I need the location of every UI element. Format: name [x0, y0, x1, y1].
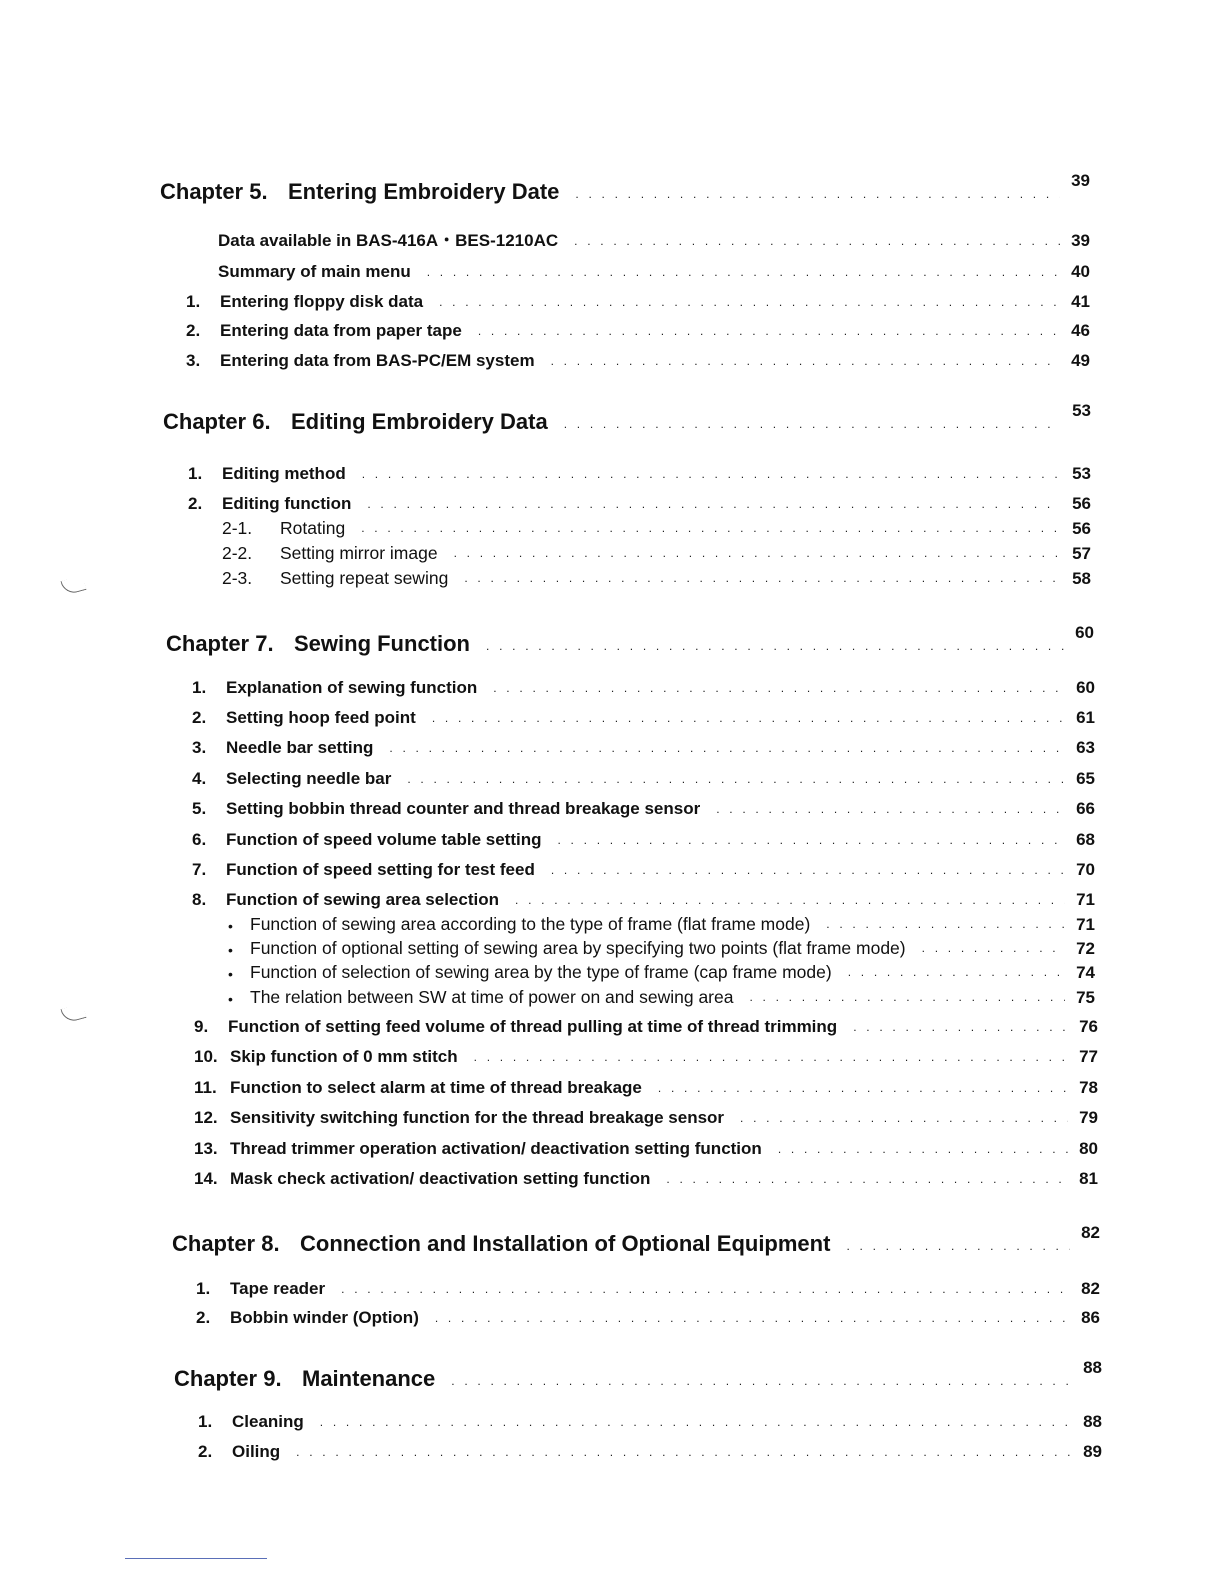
entry-number: 2-1.	[222, 518, 253, 538]
binding-mark	[60, 1003, 86, 1023]
entry-title: Editing method	[222, 464, 346, 483]
entry-title: Needle bar setting	[226, 738, 374, 757]
page-number: 60	[1075, 623, 1094, 642]
entry-number: 2.	[192, 708, 207, 727]
page-number: 71	[1076, 914, 1095, 934]
leader-dots	[778, 1143, 1068, 1156]
entry-title: Function to select alarm at time of thread breakage	[230, 1078, 642, 1097]
toc-subentry[interactable]	[222, 519, 1091, 538]
entry-number: 3.	[192, 738, 207, 757]
toc-entry[interactable]	[194, 1140, 1098, 1159]
page-number: 71	[1076, 890, 1095, 909]
toc-entry[interactable]	[192, 861, 1095, 880]
entry-number: 2.	[196, 1308, 211, 1327]
leader-dots	[551, 864, 1065, 877]
page-number: 60	[1076, 678, 1095, 697]
entry-title: Function of setting feed volume of thread pulling at time of thread trimming	[228, 1017, 838, 1036]
entry-number: 3.	[186, 351, 201, 370]
entry-title: Bobbin winder (Option)	[230, 1308, 419, 1327]
toc-entry[interactable]	[192, 891, 1095, 910]
entry-number: 6.	[192, 830, 207, 849]
leader-dots	[432, 712, 1065, 725]
entry-number: 2.	[188, 494, 203, 513]
leader-dots	[740, 1112, 1068, 1125]
entry-number: 1.	[198, 1412, 213, 1431]
leader-dots	[846, 1240, 1070, 1253]
entry-title: Rotating	[280, 518, 346, 538]
toc-bullet-entry[interactable]	[228, 939, 1095, 958]
toc-entry[interactable]	[192, 800, 1095, 819]
entry-title: Selecting needle bar	[226, 769, 392, 788]
chapter-6-heading[interactable]	[163, 401, 1091, 434]
page-number: 82	[1081, 1223, 1100, 1242]
leader-dots	[389, 742, 1065, 755]
entry-number: 4.	[192, 769, 207, 788]
entry-number: 8.	[192, 890, 207, 909]
entry-number: 7.	[192, 860, 207, 879]
bullet-icon: •	[228, 941, 233, 958]
toc-entry[interactable]	[186, 322, 1090, 341]
entry-number: 1.	[196, 1279, 211, 1298]
page-number: 75	[1076, 987, 1095, 1007]
chapter-number: Chapter 9.	[174, 1366, 282, 1391]
page-number: 78	[1079, 1078, 1098, 1097]
entry-title: Entering data from BAS-PC/EM system	[220, 351, 535, 370]
page-number: 40	[1071, 262, 1090, 281]
leader-dots	[454, 547, 1061, 560]
entry-number: 2.	[198, 1442, 213, 1461]
page-number: 76	[1079, 1017, 1098, 1036]
page-number: 56	[1072, 518, 1091, 538]
toc-entry[interactable]	[218, 263, 1090, 282]
chapter-5-heading[interactable]	[160, 171, 1090, 204]
footer-rule	[125, 1558, 267, 1559]
page-number: 65	[1076, 769, 1095, 788]
page-number: 57	[1072, 543, 1091, 563]
entry-title: Setting mirror image	[280, 543, 438, 563]
entry-title: Function of speed volume table setting	[226, 830, 542, 849]
entry-title: Setting bobbin thread counter and thread breakage sensor	[226, 799, 701, 818]
leader-dots	[666, 1173, 1068, 1186]
entry-title: Function of speed setting for test feed	[226, 860, 535, 879]
entry-title: Editing function	[222, 494, 352, 513]
leader-dots	[853, 1021, 1068, 1034]
toc-entry[interactable]	[196, 1280, 1100, 1299]
bullet-icon: •	[228, 965, 233, 982]
page-number: 41	[1071, 292, 1090, 311]
page-number: 53	[1072, 401, 1091, 420]
chapter-title: Connection and Installation of Optional Equipment	[300, 1231, 831, 1256]
leader-dots	[407, 773, 1065, 786]
toc-entry[interactable]	[188, 495, 1091, 514]
leader-dots	[367, 498, 1061, 511]
entry-number: 1.	[188, 464, 203, 483]
page-number: 46	[1071, 321, 1090, 340]
entry-title: Skip function of 0 mm stitch	[230, 1047, 458, 1066]
toc-entry[interactable]	[186, 352, 1090, 371]
entry-number: 12.	[194, 1108, 218, 1127]
leader-dots	[848, 966, 1065, 979]
entry-title: Function of selection of sewing area by the type of frame (cap frame mode)	[250, 962, 832, 982]
toc-entry[interactable]	[196, 1309, 1100, 1328]
chapter-title: Maintenance	[302, 1366, 436, 1391]
page-number: 72	[1076, 938, 1095, 958]
entry-title: Oiling	[232, 1442, 281, 1461]
page-number: 66	[1076, 799, 1095, 818]
page-number: 63	[1076, 738, 1095, 757]
leader-dots	[451, 1375, 1072, 1388]
entry-number: 5.	[192, 799, 207, 818]
page-number: 88	[1083, 1358, 1102, 1377]
leader-dots	[493, 682, 1065, 695]
leader-dots	[551, 355, 1060, 368]
chapter-title: Entering Embroidery Date	[288, 179, 560, 204]
leader-dots	[922, 942, 1065, 955]
toc-entry[interactable]	[192, 679, 1095, 698]
entry-title: Setting hoop feed point	[226, 708, 416, 727]
toc-subentry[interactable]	[222, 569, 1091, 588]
entry-number: 1.	[186, 292, 201, 311]
chapter-title: Sewing Function	[294, 631, 470, 656]
toc-entry[interactable]	[194, 1170, 1098, 1189]
chapter-8-heading[interactable]	[172, 1223, 1100, 1256]
leader-dots	[439, 296, 1060, 309]
page-number: 86	[1081, 1308, 1100, 1327]
leader-dots	[362, 468, 1061, 481]
entry-title: The relation between SW at time of power on and sewing area	[250, 987, 734, 1007]
entry-number: 1.	[192, 678, 207, 697]
entry-title: Setting repeat sewing	[280, 568, 449, 588]
leader-dots	[361, 522, 1061, 535]
chapter-number: Chapter 5.	[160, 179, 268, 204]
leader-dots	[296, 1446, 1072, 1459]
toc-bullet-entry[interactable]	[228, 963, 1095, 982]
entry-title: Entering data from paper tape	[220, 321, 462, 340]
leader-dots	[427, 266, 1060, 279]
page-number: 68	[1076, 830, 1095, 849]
entry-title: Tape reader	[230, 1279, 326, 1298]
entry-title: Function of sewing area selection	[226, 890, 499, 909]
page-number: 61	[1076, 708, 1095, 727]
entry-title: Sensitivity switching function for the thread breakage sensor	[230, 1108, 725, 1127]
page-number: 39	[1071, 171, 1090, 190]
entry-number: 2-2.	[222, 543, 253, 563]
leader-dots	[716, 803, 1065, 816]
page-number: 88	[1083, 1412, 1102, 1431]
toc-entry[interactable]	[192, 709, 1095, 728]
entry-title: Cleaning	[232, 1412, 304, 1431]
page-number: 58	[1072, 568, 1091, 588]
binding-mark	[60, 575, 86, 595]
leader-dots	[478, 325, 1060, 338]
leader-dots	[435, 1312, 1070, 1325]
toc-entry[interactable]	[194, 1018, 1098, 1037]
leader-dots	[564, 418, 1061, 431]
entry-title: Function of optional setting of sewing area by specifying two points (flat frame mode)	[250, 938, 906, 958]
toc-entry[interactable]	[218, 232, 1090, 251]
entry-number: 2.	[186, 321, 201, 340]
leader-dots	[515, 894, 1065, 907]
leader-dots	[575, 188, 1060, 201]
chapter-7-heading[interactable]	[166, 623, 1094, 656]
toc-entry[interactable]	[192, 770, 1095, 789]
bullet-icon: •	[228, 917, 233, 934]
entry-number: 13.	[194, 1139, 218, 1158]
entry-number: 10.	[194, 1047, 218, 1066]
page-number: 79	[1079, 1108, 1098, 1127]
leader-dots	[474, 1051, 1068, 1064]
chapter-title: Editing Embroidery Data	[291, 409, 548, 434]
leader-dots	[574, 235, 1060, 248]
page-number: 70	[1076, 860, 1095, 879]
chapter-number: Chapter 7.	[166, 631, 274, 656]
entry-title: Thread trimmer operation activation/ deactivation setting function	[230, 1139, 762, 1158]
toc-entry[interactable]	[192, 739, 1095, 758]
toc-entry[interactable]	[194, 1079, 1098, 1098]
page-number: 77	[1079, 1047, 1098, 1066]
toc-bullet-entry[interactable]	[228, 988, 1095, 1007]
toc-entry[interactable]	[194, 1109, 1098, 1128]
entry-title: Summary of main menu	[218, 262, 411, 281]
toc-entry[interactable]	[192, 831, 1095, 850]
toc-entry[interactable]	[186, 293, 1090, 312]
toc-subentry[interactable]	[222, 544, 1091, 563]
toc-entry[interactable]	[198, 1413, 1102, 1432]
bullet-icon: •	[228, 990, 233, 1007]
toc-entry[interactable]	[188, 465, 1091, 484]
entry-number: 2-3.	[222, 568, 253, 588]
leader-dots	[826, 918, 1065, 931]
page-number: 56	[1072, 494, 1091, 513]
page-number: 80	[1079, 1139, 1098, 1158]
entry-number: 9.	[194, 1017, 209, 1036]
entry-title: Data available in BAS-416A・BES-1210AC	[218, 231, 559, 250]
entry-number: 11.	[194, 1078, 217, 1097]
toc-bullet-entry[interactable]	[228, 915, 1095, 934]
chapter-number: Chapter 8.	[172, 1231, 280, 1256]
page-number: 89	[1083, 1442, 1102, 1461]
page-number: 53	[1072, 464, 1091, 483]
toc-entry[interactable]	[198, 1443, 1102, 1462]
leader-dots	[464, 572, 1061, 585]
chapter-number: Chapter 6.	[163, 409, 271, 434]
leader-dots	[749, 991, 1065, 1004]
entry-title: Mask check activation/ deactivation setting function	[230, 1169, 651, 1188]
page-number: 74	[1076, 962, 1095, 982]
chapter-9-heading[interactable]	[174, 1358, 1102, 1391]
page-number: 39	[1071, 231, 1090, 250]
page-number: 82	[1081, 1279, 1100, 1298]
leader-dots	[658, 1082, 1068, 1095]
page-number: 81	[1079, 1169, 1098, 1188]
page-number: 49	[1071, 351, 1090, 370]
entry-number: 14.	[194, 1169, 218, 1188]
leader-dots	[320, 1416, 1072, 1429]
entry-title: Function of sewing area according to the type of frame (flat frame mode)	[250, 914, 811, 934]
leader-dots	[486, 640, 1064, 653]
leader-dots	[341, 1283, 1070, 1296]
toc-entry[interactable]	[194, 1048, 1098, 1067]
leader-dots	[557, 834, 1065, 847]
entry-title: Explanation of sewing function	[226, 678, 478, 697]
entry-title: Entering floppy disk data	[220, 292, 424, 311]
